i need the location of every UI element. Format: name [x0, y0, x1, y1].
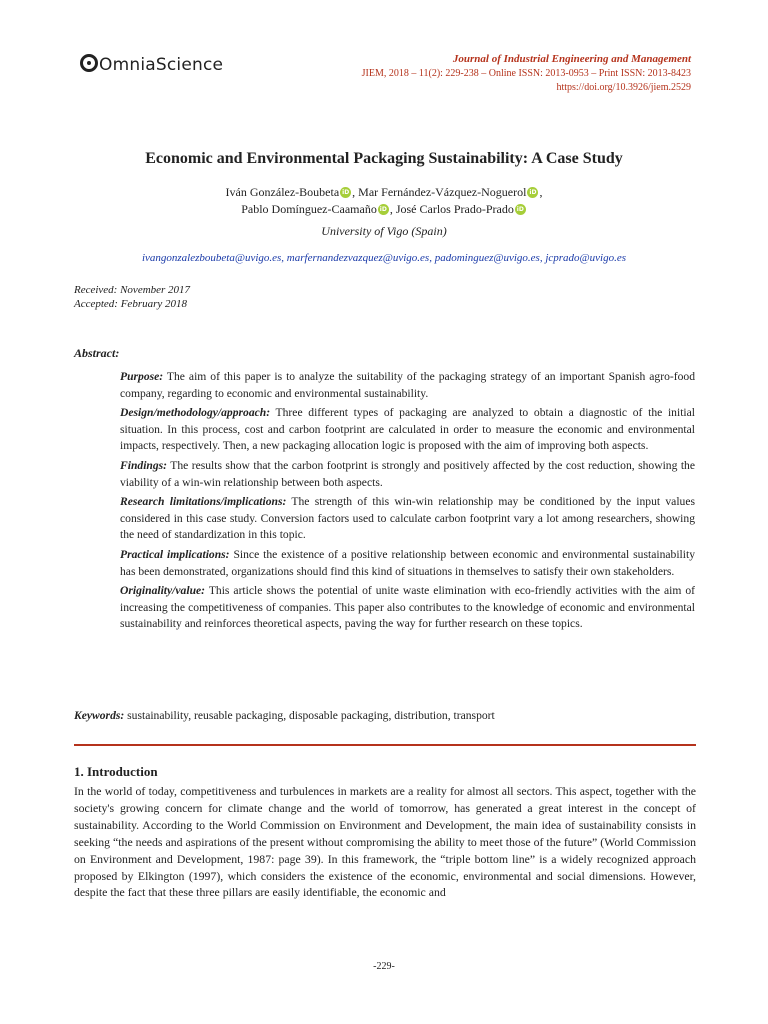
- journal-name: Journal of Industrial Engineering and Management: [452, 53, 691, 65]
- journal-header: [362, 53, 691, 93]
- abstract-label: Practical implications:: [120, 547, 230, 561]
- affiliation: University of Vigo (Spain): [321, 224, 447, 238]
- received-date: Received: November 2017: [74, 284, 191, 296]
- abstract-label: Research limitations/implications:: [120, 495, 287, 509]
- author-name: Pablo Domínguez-Caamaño: [241, 202, 377, 216]
- abstract-text: Since the existence of a positive relationship between economic and environmental sustainability has been demonstrated, organizations should find this kind of situations in themselves to satisfy their own stakeholders.: [120, 547, 696, 578]
- abstract-limitations: [120, 494, 695, 544]
- keywords: [74, 709, 696, 722]
- orcid-icon[interactable]: iD: [529, 188, 537, 196]
- abstract-findings: [120, 458, 695, 491]
- abstract-text: The aim of this paper is to analyze the suitability of the packaging strategy of an important Spanish agro-food company, regarding to economic and environmental sustainability.: [120, 370, 695, 400]
- paper-title: Economic and Environmental Packaging Sustainability: A Case Study: [145, 150, 623, 167]
- introduction-paragraph: In the world of today, competitiveness and turbulences in markets are a reality for almost all sectors. This aspect, together with the society's growing concern for climate change and the world of tomorrow, has generated a great interest in the concept of sustainability. According to the World Commission on Environment and Development, the main idea of sustainability consists in seeking “the needs and aspirations of the present without compromising the ability to meet those of the future” (World Commission on Environment and Development, 1987: page 39). In this framework, the “triple bottom line” is a widely recognized approach proposed by Elkington (1997), which considers the existence of the economic, environmental and social dimensions. However, despite the fact that these three pillars are easily identifiable, the economic and: [74, 784, 696, 900]
- abstract-label: Findings:: [120, 458, 168, 472]
- journal-issue-line: JIEM, 2018 – 11(2): 229-238 – Online ISSN: 2013-0953 – Print ISSN: 2013-8423: [361, 68, 691, 79]
- author-name: José Carlos Prado-Prado: [395, 202, 514, 216]
- accepted-date: Accepted: February 2018: [74, 298, 188, 310]
- submission-dates: [74, 283, 190, 311]
- author-name: Mar Fernández-Vázquez-Noguerol: [358, 185, 527, 199]
- abstract-label: Design/methodology/approach:: [120, 406, 271, 420]
- introduction-heading: 1. Introduction: [74, 764, 158, 779]
- abstract-label: Originality/value:: [120, 584, 206, 598]
- publisher-logo-text: OmniaScience: [99, 55, 224, 75]
- author-emails[interactable]: ivangonzalezboubeta@uvigo.es, marfernandezvazquez@uvigo.es, padominguez@uvigo.es, jcprado@uvigo.es: [141, 252, 627, 264]
- page-number: -229-: [373, 961, 395, 972]
- author-list: Iván González-Boubeta iD , Mar Fernández-Vázquez-Noguerol iD , Pablo Domínguez-Caamaño iD , José Carlos Prado-Prado iD: [225, 185, 543, 216]
- abstract-text: This article shows the potential of unite waste elimination with eco-friendly activities with the aim of increasing the competitiveness of companies. This paper also contributes to the knowledge of economic and environmental sustainability and reinforces theoretical aspects, paving the way for further research on these topics.: [120, 584, 695, 631]
- publisher-logo: [80, 52, 223, 75]
- abstract-text: The results show that the carbon footprint is strongly and positively affected by the cost reduction, showing the viability of a win-win relationship between both aspects.: [120, 458, 695, 489]
- abstract-text: The strength of this win-win relationship may be conditioned by the input values considered in this case study. Conversion factors used to calculate carbon footprint vary a lot among researchers, showing the need of standardization in this topic.: [120, 495, 696, 542]
- orcid-icon[interactable]: iD: [379, 205, 387, 213]
- keywords-text: sustainability, reusable packaging, disposable packaging, distribution, transport: [124, 709, 495, 722]
- keywords-label: Keywords:: [74, 709, 125, 722]
- section-divider: [74, 744, 696, 746]
- abstract-heading: Abstract:: [74, 346, 120, 360]
- omnia-logo-icon: [80, 54, 98, 72]
- abstract-purpose: [120, 369, 695, 402]
- author-name: Iván González-Boubeta: [225, 185, 340, 199]
- abstract-originality: [120, 583, 695, 633]
- abstract-label: Purpose:: [120, 370, 164, 383]
- doi-link[interactable]: https://doi.org/10.3926/jiem.2529: [556, 82, 691, 93]
- abstract-body: [120, 369, 695, 636]
- abstract-practical: [120, 547, 695, 580]
- abstract-design: [120, 405, 695, 455]
- orcid-icon[interactable]: iD: [516, 205, 524, 213]
- orcid-icon[interactable]: iD: [342, 188, 350, 196]
- abstract-text: Three different types of packaging are analyzed to obtain a diagnostic of the initial situation. In this process, cost and carbon footprint are calculated in order to measure the economic and environmental impacts, respectively. Then, a new packaging allocation logic is proposed with the aim of improving both aspects.: [120, 406, 695, 453]
